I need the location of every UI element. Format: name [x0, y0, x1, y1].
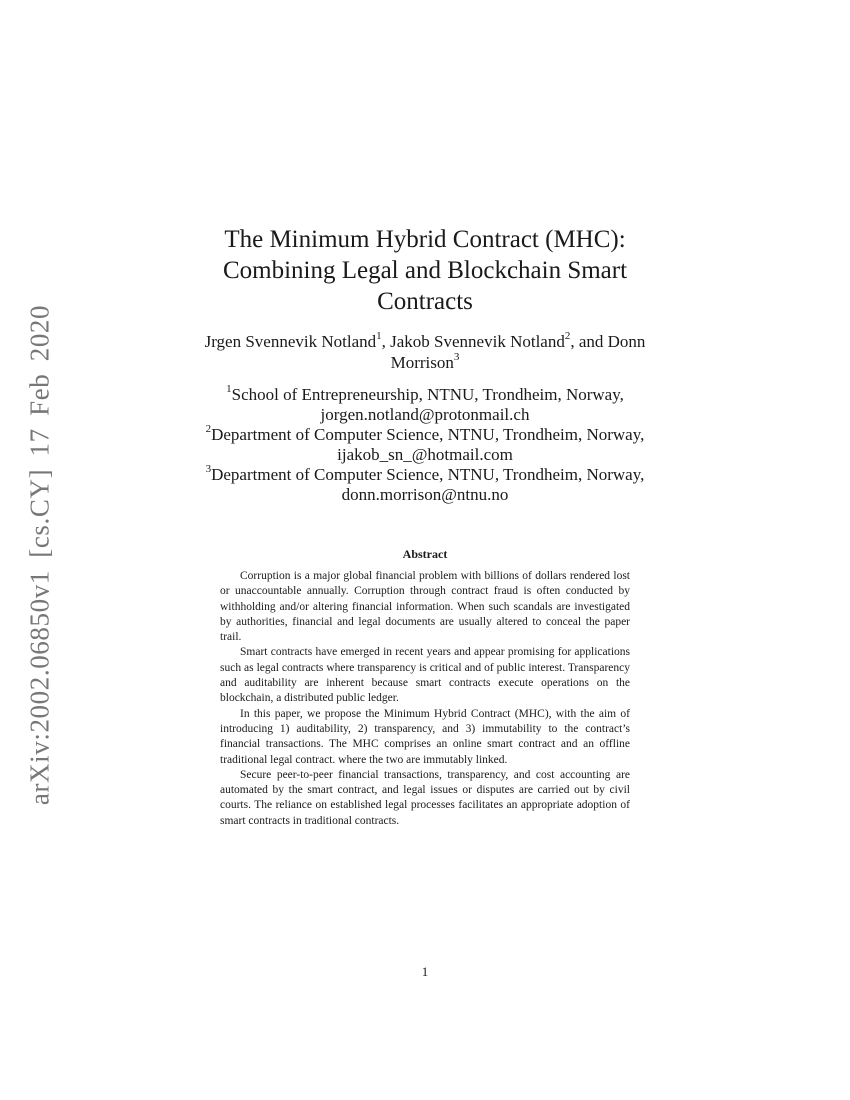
affiliation-email: ijakob_sn_@hotmail.com: [337, 445, 513, 464]
affiliation-entry: [170, 465, 680, 505]
affiliation-entry: [170, 385, 680, 425]
affiliation-institution: School of Entrepreneurship, NTNU, Trondheim, Norway,: [231, 385, 624, 404]
affiliation-entry: [170, 425, 680, 465]
affiliation-email: jorgen.notland@protonmail.ch: [320, 405, 530, 424]
abstract-paragraph: Corruption is a major global financial problem with billions of dollars rendered lost or unaccountable annually. Corruption through contract fraud is often conducted by withholding and/or altering financial information. When such scandals are investigated by authorities, financial and legal documents are usually altered to conceal the paper trail.: [220, 570, 630, 644]
affiliation-marker: 3: [205, 463, 212, 476]
author-name: Jakob Svennevik Notland: [390, 332, 565, 351]
author-separator: , and: [570, 332, 608, 351]
author-list: [170, 331, 680, 373]
abstract-heading: Abstract: [402, 547, 448, 561]
author-affiliation-marker: 1: [376, 330, 382, 343]
affiliation-institution: Department of Computer Science, NTNU, Trondheim, Norway,: [211, 465, 645, 484]
abstract-paragraph: Smart contracts have emerged in recent years and appear promising for applications such as legal contracts where transparency is critical and of public interest. Transparency and auditability are inherent because smart contracts execute operations on the blockchain, a distributed public ledger.: [220, 646, 630, 705]
arxiv-identifier-stamp: arXiv:2002.06850v1 [cs.CY] 17 Feb 2020: [24, 304, 55, 806]
affiliation-email: donn.morrison@ntnu.no: [341, 485, 509, 504]
paper-title: The Minimum Hybrid Contract (MHC): Combining Legal and Blockchain Smart Contracts: [222, 226, 628, 315]
author-affiliation-marker: 3: [453, 351, 460, 364]
author-name: Jrgen Svennevik Notland: [204, 332, 377, 351]
affiliation-list: [170, 385, 680, 505]
author-separator: ,: [381, 332, 391, 351]
page-number: 1: [421, 964, 429, 979]
affiliation-marker: 2: [205, 423, 212, 436]
author-name: Donn Morrison: [390, 332, 646, 372]
affiliation-marker: 1: [226, 383, 232, 396]
abstract-paragraph: In this paper, we propose the Minimum Hybrid Contract (MHC), with the aim of introducing 1) auditability, 2) transparency, and 3) immutability to the contract’s financial transactions. The MHC comprises an online smart contract and an offline traditional legal contract. where the two are immutably linked.: [220, 707, 630, 766]
author-affiliation-marker: 2: [564, 330, 571, 343]
abstract-body: [220, 569, 630, 829]
affiliation-institution: Department of Computer Science, NTNU, Trondheim, Norway,: [211, 425, 645, 444]
abstract-paragraph: Secure peer-to-peer financial transactions, transparency, and cost accounting are automated by the smart contract, and legal issues or disputes are carried out by civil courts. The reliance on established legal processes facilitates an appropriate adoption of smart contracts in traditional contracts.: [220, 768, 630, 827]
